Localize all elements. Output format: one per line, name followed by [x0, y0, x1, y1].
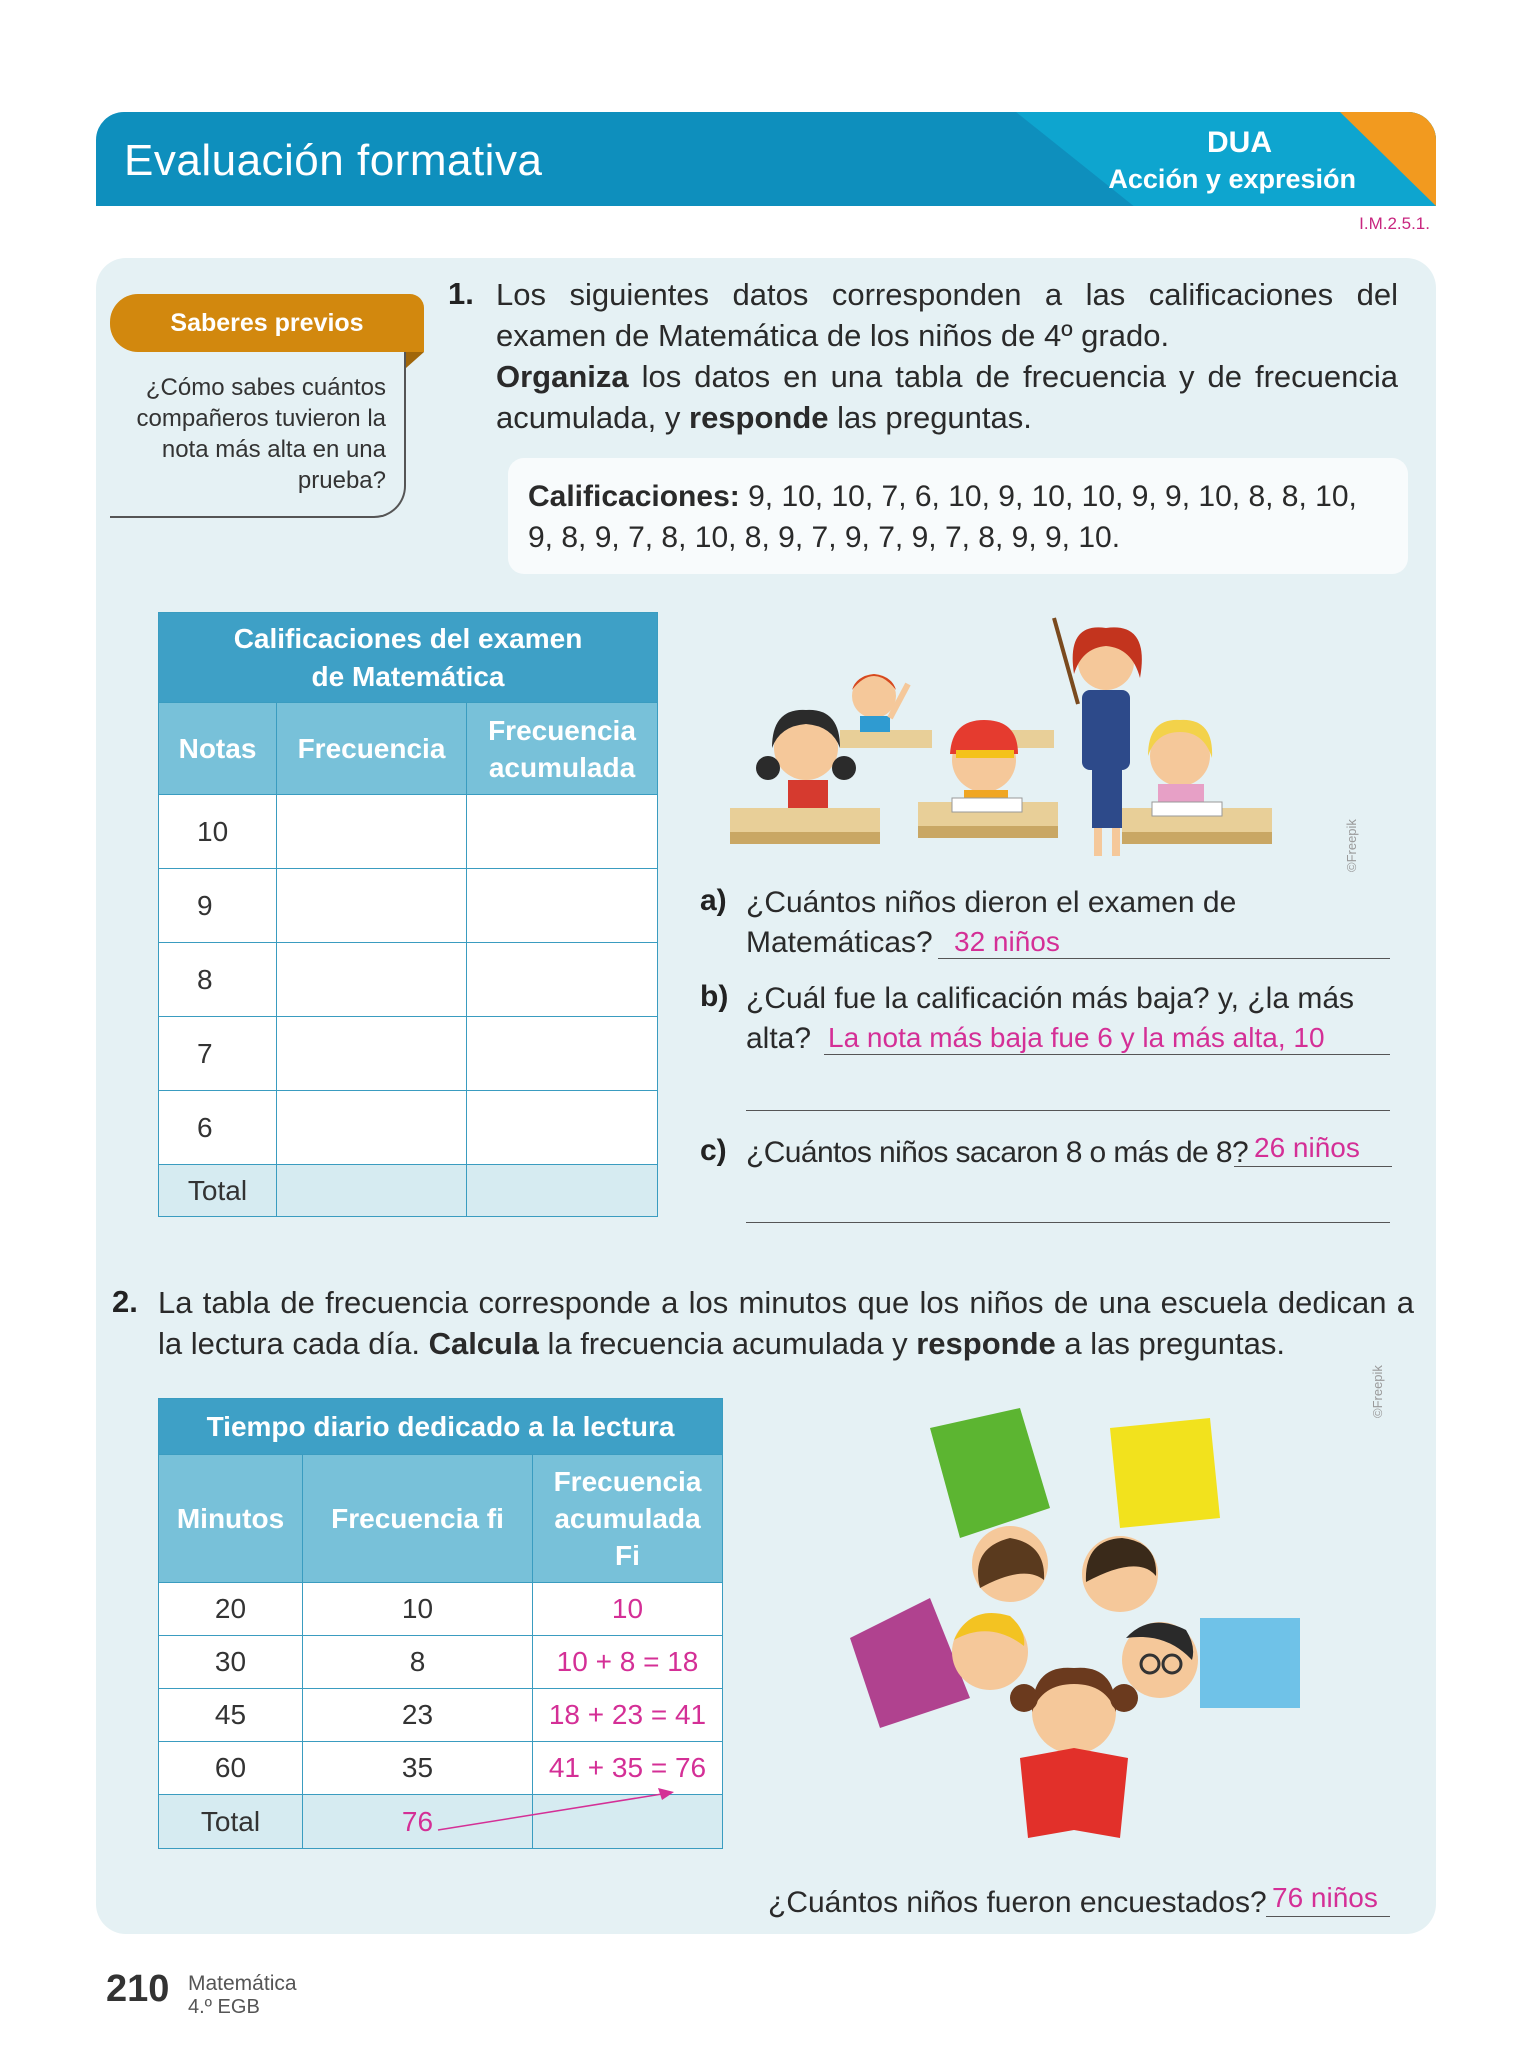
answer-line-b2[interactable] — [746, 1110, 1390, 1111]
qa-label: a) — [700, 884, 727, 917]
Fi-cell: 10 + 8 = 18 — [533, 1636, 723, 1689]
answer-a: 32 niños — [954, 926, 1060, 957]
teacher-skirt — [1092, 768, 1122, 828]
frecuencia-input-cell[interactable] — [277, 1091, 467, 1165]
table-row — [159, 1583, 723, 1636]
frecuencia-input-cell[interactable] — [277, 869, 467, 943]
grades-label: Calificaciones: — [528, 480, 740, 513]
frecuencia-input-cell[interactable] — [277, 1017, 467, 1091]
fi-cell: 8 — [303, 1636, 533, 1689]
Fi-cell: 10 — [533, 1583, 723, 1636]
answer-line-b[interactable] — [824, 1054, 1390, 1055]
qb-line2: alta? — [746, 1022, 812, 1055]
col-acum-line2: acumulada — [488, 751, 636, 783]
question-2-number: 2. — [112, 1284, 138, 1319]
q1-organiza: Organiza — [496, 359, 629, 394]
qa-line1: ¿Cuántos niños dieron el examen de — [746, 886, 1237, 919]
teacher-leg-right — [1112, 828, 1120, 856]
final-answer: 76 niños — [1272, 1882, 1378, 1913]
dua-subtitle: Acción y expresión — [1108, 164, 1356, 194]
question-1-text — [496, 274, 1398, 438]
desk-front-left-side — [730, 832, 880, 844]
frecuencia-input-cell[interactable] — [277, 943, 467, 1017]
arrow-annotation — [430, 1780, 690, 1840]
fi-cell: 35 — [303, 1742, 533, 1795]
dua-title: DUA — [1207, 126, 1272, 159]
table-row — [159, 1017, 658, 1091]
acumulada-input-cell[interactable] — [467, 1017, 658, 1091]
image-credit: ©Freepik — [1344, 819, 1359, 872]
acumulada-input-cell[interactable] — [467, 869, 658, 943]
Fi-cell: 18 + 23 = 41 — [533, 1689, 723, 1742]
desk-front-center-side — [918, 826, 1058, 838]
table-row — [159, 1636, 723, 1689]
table-row — [159, 1091, 658, 1165]
child-back-shirt — [860, 716, 890, 732]
teacher-jacket — [1082, 690, 1130, 770]
grades-values: 9, 10, 10, 7, 6, 10, 9, 10, 10, 9, 9, 10, 8, 8, 10, 9, 8, 9, 7, 8, 10, 8, 9, 7, 9, 7, 9, 7, 8, 9, 9, 10. — [528, 480, 1357, 554]
teacher-leg-left — [1094, 828, 1102, 856]
desk-front-left — [730, 808, 880, 832]
desk-front-right-side — [1122, 832, 1272, 844]
final-question: ¿Cuántos niños fueron encuestados? — [768, 1886, 1267, 1919]
q2-responde: responde — [916, 1326, 1056, 1361]
green-book — [930, 1408, 1050, 1538]
total-label: Total — [159, 1795, 303, 1849]
open-book-right — [1152, 802, 1222, 816]
total-acumulada-cell[interactable] — [467, 1165, 658, 1217]
question-2-text — [158, 1282, 1414, 1364]
child-center-cap — [950, 720, 1018, 754]
table1-title-line2: de Matemática — [311, 660, 505, 692]
col-frecuencia-acumulada-Fi — [533, 1455, 723, 1583]
q1-line1: Los siguientes datos corresponden a las calificaciones del examen de Matemática de los niños de 4º grado. — [496, 277, 1398, 353]
q2-mid: la frecuencia acumulada y — [538, 1326, 917, 1361]
saberes-question: ¿Cómo sabes cuántos compañeros tuvieron la nota más alta en una prueba? — [136, 374, 386, 494]
answer-line-c2[interactable] — [746, 1222, 1390, 1223]
red-pigtail-left — [1010, 1684, 1038, 1712]
qc-text: ¿Cuántos niños sacaron 8 o más de 8? — [746, 1136, 1249, 1169]
acumulada-input-cell[interactable] — [467, 943, 658, 1017]
Fi-cell: 41 + 35 = 76 — [533, 1742, 723, 1795]
q1-mid: los datos en una tabla de frecuencia y de frecuencia acumulada, y — [496, 359, 1398, 435]
subject-label: Matemática — [188, 1972, 297, 1995]
qc-label: c) — [700, 1134, 727, 1167]
table-row — [159, 943, 658, 1017]
col2-acum-line2: acumulada — [554, 1503, 701, 1534]
grades-frequency-table — [158, 612, 658, 1217]
q1-end: las preguntas. — [828, 400, 1032, 435]
qa-line2: Matemáticas? — [746, 926, 933, 959]
col2-acum-line1: Frecuencia — [553, 1466, 702, 1497]
table1-title-line1: Calificaciones del examen — [233, 622, 583, 654]
red-pigtail-right — [1110, 1684, 1138, 1712]
table1-title — [159, 613, 658, 703]
col2-acum-line3: Fi — [615, 1540, 640, 1571]
classroom-illustration — [722, 608, 1282, 870]
purple-book — [850, 1598, 970, 1728]
final-answer-line[interactable] — [1266, 1916, 1390, 1917]
indicator-code: I.M.2.5.1. — [1359, 214, 1430, 233]
child-left-shirt — [788, 780, 828, 808]
nota-cell: 9 — [159, 869, 277, 943]
grade-label: 4.º EGB — [188, 1996, 260, 2018]
blue-book — [1200, 1618, 1300, 1708]
col-acum-line1: Frecuencia — [488, 714, 636, 746]
col-frecuencia: Frecuencia — [277, 703, 467, 795]
fi-cell: 10 — [303, 1583, 533, 1636]
nota-cell: 6 — [159, 1091, 277, 1165]
answer-line-a[interactable] — [938, 958, 1390, 959]
arrow-line — [438, 1794, 662, 1830]
red-book — [1020, 1748, 1128, 1838]
answer-c: 26 niños — [1254, 1132, 1360, 1163]
total-value: 76 — [303, 1795, 533, 1849]
table-row — [159, 869, 658, 943]
q2-calcula: Calcula — [428, 1326, 539, 1361]
header-banner — [96, 112, 1436, 206]
desk-back-left — [840, 730, 932, 748]
arrow-head — [658, 1788, 674, 1800]
acumulada-input-cell[interactable] — [467, 1091, 658, 1165]
answer-line-c[interactable] — [1234, 1166, 1392, 1167]
nota-cell: 8 — [159, 943, 277, 1017]
qb-line1: ¿Cuál fue la calificación más baja? y, ¿la más — [746, 982, 1355, 1015]
q1-responde: responde — [689, 400, 829, 435]
table-row — [159, 1689, 723, 1742]
page-title: Evaluación formativa — [124, 136, 543, 185]
qb-label: b) — [700, 980, 729, 1013]
nota-cell: 7 — [159, 1017, 277, 1091]
table2-title: Tiempo diario dedicado a la lectura — [159, 1399, 723, 1455]
image-credit-2: ©Freepik — [1370, 1365, 1385, 1418]
grades-text — [528, 476, 1388, 558]
minutos-cell: 60 — [159, 1742, 303, 1795]
col-notas: Notas — [159, 703, 277, 795]
pigtail-right — [832, 756, 856, 780]
total-row — [159, 1165, 658, 1217]
total-frecuencia-cell[interactable] — [277, 1165, 467, 1217]
q2-end: a las preguntas. — [1055, 1326, 1285, 1361]
minutos-cell: 45 — [159, 1689, 303, 1742]
reading-children-illustration — [820, 1368, 1340, 1860]
answer-b: La nota más baja fue 6 y la más alta, 10 — [828, 1022, 1325, 1053]
pigtail-left — [756, 756, 780, 780]
yellow-book — [1110, 1418, 1220, 1528]
open-book — [952, 798, 1022, 812]
col-frecuencia-acumulada — [467, 703, 658, 795]
total-label: Total — [159, 1165, 277, 1217]
table-row — [159, 795, 658, 869]
fi-cell: 23 — [303, 1689, 533, 1742]
question-1-number: 1. — [448, 276, 474, 311]
acumulada-input-cell[interactable] — [467, 795, 658, 869]
cap-brim — [956, 750, 1014, 758]
minutos-cell: 30 — [159, 1636, 303, 1689]
col-frecuencia-fi: Frecuencia fi — [303, 1455, 533, 1583]
saberes-label: Saberes previos — [110, 294, 424, 352]
q2-start: La tabla de frecuencia corresponde a los minutos que los niños de una escuela dedican a la lectura cada día. — [158, 1285, 1414, 1361]
frecuencia-input-cell[interactable] — [277, 795, 467, 869]
col-minutos: Minutos — [159, 1455, 303, 1583]
minutos-cell: 20 — [159, 1583, 303, 1636]
nota-cell: 10 — [159, 795, 277, 869]
page-number: 210 — [106, 1968, 170, 2010]
